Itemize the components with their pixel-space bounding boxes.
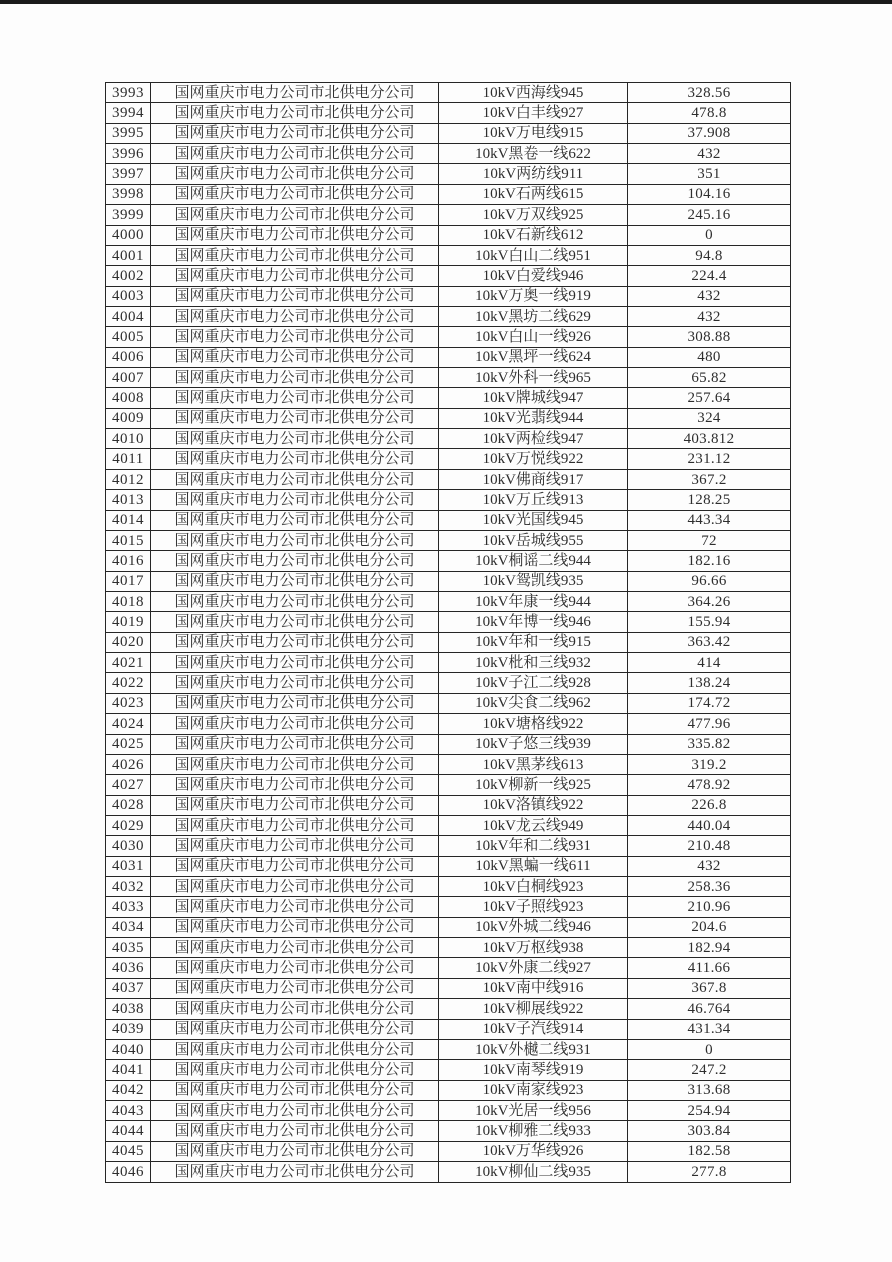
line-name-cell: 10kV光翡线944 [439, 408, 628, 428]
company-cell: 国网重庆市电力公司市北供电分公司 [151, 795, 439, 815]
company-cell: 国网重庆市电力公司市北供电分公司 [151, 856, 439, 876]
row-id-cell: 4004 [106, 306, 151, 326]
row-id-cell: 4038 [106, 999, 151, 1019]
value-cell: 477.96 [628, 714, 791, 734]
row-id-cell: 4017 [106, 571, 151, 591]
row-id-cell: 4000 [106, 225, 151, 245]
value-cell: 258.36 [628, 877, 791, 897]
value-cell: 204.6 [628, 917, 791, 937]
row-id-cell: 4012 [106, 469, 151, 489]
value-cell: 363.42 [628, 632, 791, 652]
line-name-cell: 10kV鸳凯线935 [439, 571, 628, 591]
table-row [106, 225, 791, 245]
line-name-cell: 10kV万奥一线919 [439, 286, 628, 306]
line-name-cell: 10kV柳仙二线935 [439, 1162, 628, 1183]
table-row [106, 1100, 791, 1120]
line-name-cell: 10kV南家线923 [439, 1080, 628, 1100]
row-id-cell: 4023 [106, 693, 151, 713]
line-name-cell: 10kV外康二线927 [439, 958, 628, 978]
table-row [106, 469, 791, 489]
table-row [106, 306, 791, 326]
row-id-cell: 3993 [106, 83, 151, 103]
row-id-cell: 4016 [106, 551, 151, 571]
value-cell: 226.8 [628, 795, 791, 815]
row-id-cell: 4045 [106, 1141, 151, 1161]
row-id-cell: 3996 [106, 144, 151, 164]
line-name-cell: 10kV万电线915 [439, 123, 628, 143]
line-name-cell: 10kV子江二线928 [439, 673, 628, 693]
table-row [106, 734, 791, 754]
row-id-cell: 4019 [106, 612, 151, 632]
value-cell: 245.16 [628, 205, 791, 225]
value-cell: 319.2 [628, 754, 791, 774]
line-name-cell: 10kV南中线916 [439, 978, 628, 998]
row-id-cell: 4035 [106, 938, 151, 958]
company-cell: 国网重庆市电力公司市北供电分公司 [151, 408, 439, 428]
value-cell: 414 [628, 653, 791, 673]
company-cell: 国网重庆市电力公司市北供电分公司 [151, 836, 439, 856]
company-cell: 国网重庆市电力公司市北供电分公司 [151, 83, 439, 103]
company-cell: 国网重庆市电力公司市北供电分公司 [151, 551, 439, 571]
value-cell: 65.82 [628, 368, 791, 388]
value-cell: 210.96 [628, 897, 791, 917]
line-name-cell: 10kV尖食二线962 [439, 693, 628, 713]
company-cell: 国网重庆市电力公司市北供电分公司 [151, 510, 439, 530]
company-cell: 国网重庆市电力公司市北供电分公司 [151, 632, 439, 652]
table-row [106, 490, 791, 510]
line-name-cell: 10kV石新线612 [439, 225, 628, 245]
value-cell: 308.88 [628, 327, 791, 347]
line-name-cell: 10kV白桐线923 [439, 877, 628, 897]
row-id-cell: 4031 [106, 856, 151, 876]
value-cell: 324 [628, 408, 791, 428]
company-cell: 国网重庆市电力公司市北供电分公司 [151, 306, 439, 326]
table-row [106, 164, 791, 184]
value-cell: 328.56 [628, 83, 791, 103]
row-id-cell: 3994 [106, 103, 151, 123]
table-row [106, 754, 791, 774]
row-id-cell: 3999 [106, 205, 151, 225]
table-row [106, 123, 791, 143]
table-row [106, 103, 791, 123]
table-row [106, 653, 791, 673]
value-cell: 432 [628, 856, 791, 876]
table-row [106, 1162, 791, 1183]
row-id-cell: 4022 [106, 673, 151, 693]
line-name-cell: 10kV西海线945 [439, 83, 628, 103]
row-id-cell: 4046 [106, 1162, 151, 1183]
company-cell: 国网重庆市电力公司市北供电分公司 [151, 1019, 439, 1039]
table-row [106, 1019, 791, 1039]
value-cell: 411.66 [628, 958, 791, 978]
line-name-cell: 10kV洛镇线922 [439, 795, 628, 815]
table-row [106, 571, 791, 591]
company-cell: 国网重庆市电力公司市北供电分公司 [151, 429, 439, 449]
company-cell: 国网重庆市电力公司市北供电分公司 [151, 164, 439, 184]
value-cell: 432 [628, 286, 791, 306]
line-name-cell: 10kV年和一线915 [439, 632, 628, 652]
row-id-cell: 4024 [106, 714, 151, 734]
table-row [106, 144, 791, 164]
company-cell: 国网重庆市电力公司市北供电分公司 [151, 103, 439, 123]
line-name-cell: 10kV佛商线917 [439, 469, 628, 489]
value-cell: 247.2 [628, 1060, 791, 1080]
value-cell: 443.34 [628, 510, 791, 530]
row-id-cell: 4001 [106, 245, 151, 265]
line-name-cell: 10kV白丰线927 [439, 103, 628, 123]
row-id-cell: 4037 [106, 978, 151, 998]
company-cell: 国网重庆市电力公司市北供电分公司 [151, 490, 439, 510]
line-name-cell: 10kV子汽线914 [439, 1019, 628, 1039]
company-cell: 国网重庆市电力公司市北供电分公司 [151, 1100, 439, 1120]
company-cell: 国网重庆市电力公司市北供电分公司 [151, 612, 439, 632]
table-row [106, 591, 791, 611]
line-name-cell: 10kV两纺线911 [439, 164, 628, 184]
value-cell: 277.8 [628, 1162, 791, 1183]
table-row [106, 693, 791, 713]
company-cell: 国网重庆市电力公司市北供电分公司 [151, 693, 439, 713]
line-name-cell: 10kV年和二线931 [439, 836, 628, 856]
value-cell: 313.68 [628, 1080, 791, 1100]
line-name-cell: 10kV万华线926 [439, 1141, 628, 1161]
company-cell: 国网重庆市电力公司市北供电分公司 [151, 1162, 439, 1183]
company-cell: 国网重庆市电力公司市北供电分公司 [151, 449, 439, 469]
row-id-cell: 4030 [106, 836, 151, 856]
row-id-cell: 3997 [106, 164, 151, 184]
line-name-cell: 10kV子照线923 [439, 897, 628, 917]
value-cell: 431.34 [628, 1019, 791, 1039]
row-id-cell: 4028 [106, 795, 151, 815]
table-row [106, 1121, 791, 1141]
company-cell: 国网重庆市电力公司市北供电分公司 [151, 653, 439, 673]
table-row [106, 83, 791, 103]
row-id-cell: 4029 [106, 815, 151, 835]
value-cell: 367.2 [628, 469, 791, 489]
value-cell: 403.812 [628, 429, 791, 449]
table-row [106, 999, 791, 1019]
line-name-cell: 10kV万双线925 [439, 205, 628, 225]
table-row [106, 836, 791, 856]
company-cell: 国网重庆市电力公司市北供电分公司 [151, 958, 439, 978]
table-row [106, 958, 791, 978]
value-cell: 96.66 [628, 571, 791, 591]
line-name-cell: 10kV年康一线944 [439, 591, 628, 611]
value-cell: 94.8 [628, 245, 791, 265]
table-row [106, 205, 791, 225]
value-cell: 254.94 [628, 1100, 791, 1120]
table-row [106, 368, 791, 388]
value-cell: 303.84 [628, 1121, 791, 1141]
table-row [106, 530, 791, 550]
company-cell: 国网重庆市电力公司市北供电分公司 [151, 368, 439, 388]
value-cell: 0 [628, 225, 791, 245]
company-cell: 国网重庆市电力公司市北供电分公司 [151, 1039, 439, 1059]
company-cell: 国网重庆市电力公司市北供电分公司 [151, 225, 439, 245]
value-cell: 335.82 [628, 734, 791, 754]
row-id-cell: 4010 [106, 429, 151, 449]
row-id-cell: 4008 [106, 388, 151, 408]
table-row [106, 347, 791, 367]
table-row [106, 327, 791, 347]
company-cell: 国网重庆市电力公司市北供电分公司 [151, 877, 439, 897]
row-id-cell: 4007 [106, 368, 151, 388]
row-id-cell: 4025 [106, 734, 151, 754]
line-name-cell: 10kV柳雅二线933 [439, 1121, 628, 1141]
row-id-cell: 4020 [106, 632, 151, 652]
value-cell: 46.764 [628, 999, 791, 1019]
line-name-cell: 10kV两检线947 [439, 429, 628, 449]
company-cell: 国网重庆市电力公司市北供电分公司 [151, 327, 439, 347]
table-row [106, 551, 791, 571]
table-row [106, 815, 791, 835]
row-id-cell: 3998 [106, 184, 151, 204]
line-name-cell: 10kV黑坪一线624 [439, 347, 628, 367]
line-name-cell: 10kV桐谣二线944 [439, 551, 628, 571]
company-cell: 国网重庆市电力公司市北供电分公司 [151, 266, 439, 286]
line-name-cell: 10kV柳展线922 [439, 999, 628, 1019]
value-cell: 155.94 [628, 612, 791, 632]
table-row [106, 449, 791, 469]
company-cell: 国网重庆市电力公司市北供电分公司 [151, 347, 439, 367]
company-cell: 国网重庆市电力公司市北供电分公司 [151, 469, 439, 489]
company-cell: 国网重庆市电力公司市北供电分公司 [151, 815, 439, 835]
value-cell: 478.8 [628, 103, 791, 123]
company-cell: 国网重庆市电力公司市北供电分公司 [151, 775, 439, 795]
table-row [106, 1141, 791, 1161]
company-cell: 国网重庆市电力公司市北供电分公司 [151, 205, 439, 225]
line-name-cell: 10kV黑蝙一线611 [439, 856, 628, 876]
table-row [106, 673, 791, 693]
line-name-cell: 10kV岳城线955 [439, 530, 628, 550]
value-cell: 432 [628, 144, 791, 164]
line-name-cell: 10kV枇和三线932 [439, 653, 628, 673]
row-id-cell: 4014 [106, 510, 151, 530]
line-name-cell: 10kV年博一线946 [439, 612, 628, 632]
company-cell: 国网重庆市电力公司市北供电分公司 [151, 897, 439, 917]
value-cell: 432 [628, 306, 791, 326]
company-cell: 国网重庆市电力公司市北供电分公司 [151, 917, 439, 937]
value-cell: 138.24 [628, 673, 791, 693]
company-cell: 国网重庆市电力公司市北供电分公司 [151, 754, 439, 774]
line-name-cell: 10kV白爱线946 [439, 266, 628, 286]
table-row [106, 245, 791, 265]
table-row [106, 714, 791, 734]
table-row [106, 1039, 791, 1059]
line-name-cell: 10kV光国线945 [439, 510, 628, 530]
value-cell: 231.12 [628, 449, 791, 469]
top-edge-bar [0, 0, 892, 4]
value-cell: 210.48 [628, 836, 791, 856]
company-cell: 国网重庆市电力公司市北供电分公司 [151, 714, 439, 734]
line-name-cell: 10kV牌城线947 [439, 388, 628, 408]
line-name-cell: 10kV黑茅线613 [439, 754, 628, 774]
company-cell: 国网重庆市电力公司市北供电分公司 [151, 571, 439, 591]
row-id-cell: 4040 [106, 1039, 151, 1059]
row-id-cell: 4034 [106, 917, 151, 937]
company-cell: 国网重庆市电力公司市北供电分公司 [151, 245, 439, 265]
company-cell: 国网重庆市电力公司市北供电分公司 [151, 388, 439, 408]
table-row [106, 184, 791, 204]
row-id-cell: 4041 [106, 1060, 151, 1080]
table-row [106, 429, 791, 449]
line-name-cell: 10kV白山二线951 [439, 245, 628, 265]
row-id-cell: 4039 [106, 1019, 151, 1039]
line-name-cell: 10kV黑卷一线622 [439, 144, 628, 164]
company-cell: 国网重庆市电力公司市北供电分公司 [151, 184, 439, 204]
table-row [106, 795, 791, 815]
row-id-cell: 4026 [106, 754, 151, 774]
row-id-cell: 4044 [106, 1121, 151, 1141]
line-name-cell: 10kV万丘线913 [439, 490, 628, 510]
row-id-cell: 4006 [106, 347, 151, 367]
table-row [106, 775, 791, 795]
table-row [106, 510, 791, 530]
line-name-cell: 10kV龙云线949 [439, 815, 628, 835]
table-row [106, 1080, 791, 1100]
row-id-cell: 4015 [106, 530, 151, 550]
value-cell: 182.16 [628, 551, 791, 571]
value-cell: 0 [628, 1039, 791, 1059]
row-id-cell: 4013 [106, 490, 151, 510]
value-cell: 182.94 [628, 938, 791, 958]
row-id-cell: 4003 [106, 286, 151, 306]
line-name-cell: 10kV外城二线946 [439, 917, 628, 937]
table-row [106, 938, 791, 958]
table-row [106, 388, 791, 408]
row-id-cell: 4027 [106, 775, 151, 795]
row-id-cell: 4005 [106, 327, 151, 347]
line-name-cell: 10kV柳新一线925 [439, 775, 628, 795]
table-row [106, 632, 791, 652]
company-cell: 国网重庆市电力公司市北供电分公司 [151, 938, 439, 958]
power-lines-table [105, 82, 791, 1183]
table-body [106, 83, 791, 1183]
value-cell: 37.908 [628, 123, 791, 143]
row-id-cell: 4036 [106, 958, 151, 978]
line-name-cell: 10kV万悦线922 [439, 449, 628, 469]
row-id-cell: 4033 [106, 897, 151, 917]
row-id-cell: 4021 [106, 653, 151, 673]
company-cell: 国网重庆市电力公司市北供电分公司 [151, 999, 439, 1019]
table-row [106, 856, 791, 876]
table-row [106, 266, 791, 286]
table-row [106, 1060, 791, 1080]
value-cell: 104.16 [628, 184, 791, 204]
value-cell: 478.92 [628, 775, 791, 795]
value-cell: 367.8 [628, 978, 791, 998]
line-name-cell: 10kV外科一线965 [439, 368, 628, 388]
table-row [106, 978, 791, 998]
line-name-cell: 10kV万枢线938 [439, 938, 628, 958]
company-cell: 国网重庆市电力公司市北供电分公司 [151, 591, 439, 611]
table-row [106, 897, 791, 917]
company-cell: 国网重庆市电力公司市北供电分公司 [151, 1060, 439, 1080]
company-cell: 国网重庆市电力公司市北供电分公司 [151, 123, 439, 143]
value-cell: 224.4 [628, 266, 791, 286]
value-cell: 72 [628, 530, 791, 550]
table-row [106, 877, 791, 897]
table-row [106, 286, 791, 306]
company-cell: 国网重庆市电力公司市北供电分公司 [151, 144, 439, 164]
company-cell: 国网重庆市电力公司市北供电分公司 [151, 286, 439, 306]
value-cell: 182.58 [628, 1141, 791, 1161]
value-cell: 364.26 [628, 591, 791, 611]
row-id-cell: 4018 [106, 591, 151, 611]
row-id-cell: 4042 [106, 1080, 151, 1100]
line-name-cell: 10kV子悠三线939 [439, 734, 628, 754]
row-id-cell: 4011 [106, 449, 151, 469]
company-cell: 国网重庆市电力公司市北供电分公司 [151, 978, 439, 998]
line-name-cell: 10kV塘格线922 [439, 714, 628, 734]
company-cell: 国网重庆市电力公司市北供电分公司 [151, 530, 439, 550]
row-id-cell: 4032 [106, 877, 151, 897]
table-row [106, 612, 791, 632]
value-cell: 128.25 [628, 490, 791, 510]
company-cell: 国网重庆市电力公司市北供电分公司 [151, 1141, 439, 1161]
row-id-cell: 4043 [106, 1100, 151, 1120]
line-name-cell: 10kV外樾二线931 [439, 1039, 628, 1059]
row-id-cell: 3995 [106, 123, 151, 143]
value-cell: 480 [628, 347, 791, 367]
company-cell: 国网重庆市电力公司市北供电分公司 [151, 734, 439, 754]
row-id-cell: 4002 [106, 266, 151, 286]
value-cell: 174.72 [628, 693, 791, 713]
line-name-cell: 10kV南琴线919 [439, 1060, 628, 1080]
line-name-cell: 10kV石两线615 [439, 184, 628, 204]
value-cell: 351 [628, 164, 791, 184]
table-row [106, 917, 791, 937]
company-cell: 国网重庆市电力公司市北供电分公司 [151, 1121, 439, 1141]
value-cell: 257.64 [628, 388, 791, 408]
line-name-cell: 10kV光居一线956 [439, 1100, 628, 1120]
line-name-cell: 10kV白山一线926 [439, 327, 628, 347]
row-id-cell: 4009 [106, 408, 151, 428]
value-cell: 440.04 [628, 815, 791, 835]
line-name-cell: 10kV黑坊二线629 [439, 306, 628, 326]
company-cell: 国网重庆市电力公司市北供电分公司 [151, 1080, 439, 1100]
table-row [106, 408, 791, 428]
company-cell: 国网重庆市电力公司市北供电分公司 [151, 673, 439, 693]
